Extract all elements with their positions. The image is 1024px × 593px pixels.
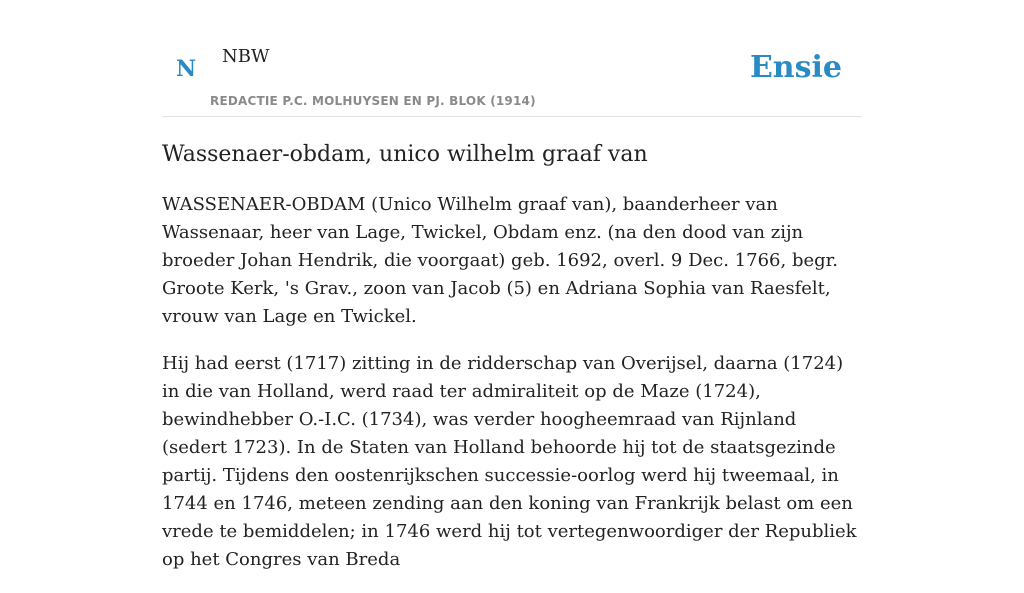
article-title: Wassenaer-obdam, unico wilhelm graaf van — [162, 142, 648, 167]
article — [162, 139, 862, 593]
site-header — [162, 0, 862, 117]
source-subtitle: REDACTIE P.C. MOLHUYSEN EN PJ. BLOK (1914) — [210, 94, 536, 108]
ensie-logo-link[interactable]: Ensie — [749, 50, 842, 85]
article-paragraph: WASSENAER-OBDAM (Unico Wilhelm graaf van), baanderheer van Wassenaar, heer van Lage, Twickel, Obdam enz. (na den dood van zijn broeder Johan Hendrik, die voorgaat) geb. 1692, overl. 9 Dec. 1766, begr. Groote Kerk, 's Grav., zoon van Jacob (5) en Adriana Sophia van Raesfelt, vrouw van Lage en Twickel. — [162, 194, 838, 327]
source-title[interactable]: NBW — [222, 46, 270, 67]
source-logo: N — [176, 56, 197, 82]
article-paragraph: Hij had eerst (1717) zitting in de ridderschap van Overijsel, daarna (1724) in die van Holland, werd raad ter admiraliteit op de Maze (1724), bewindhebber O.-I.C. (1734), was verder hoogheemraad van Rijnland (sedert 1723). In de Staten van Holland behoorde hij tot de staatsgezinde partij. Tijdens den oostenrijkschen successie-oorlog werd hij tweemaal, in 1744 en 1746, meteen zending aan den koning van Frankrijk belast om een vrede te bemiddelen; in 1746 werd hij tot vertegenwoordiger der Republiek op het Congres van Breda — [162, 353, 857, 570]
